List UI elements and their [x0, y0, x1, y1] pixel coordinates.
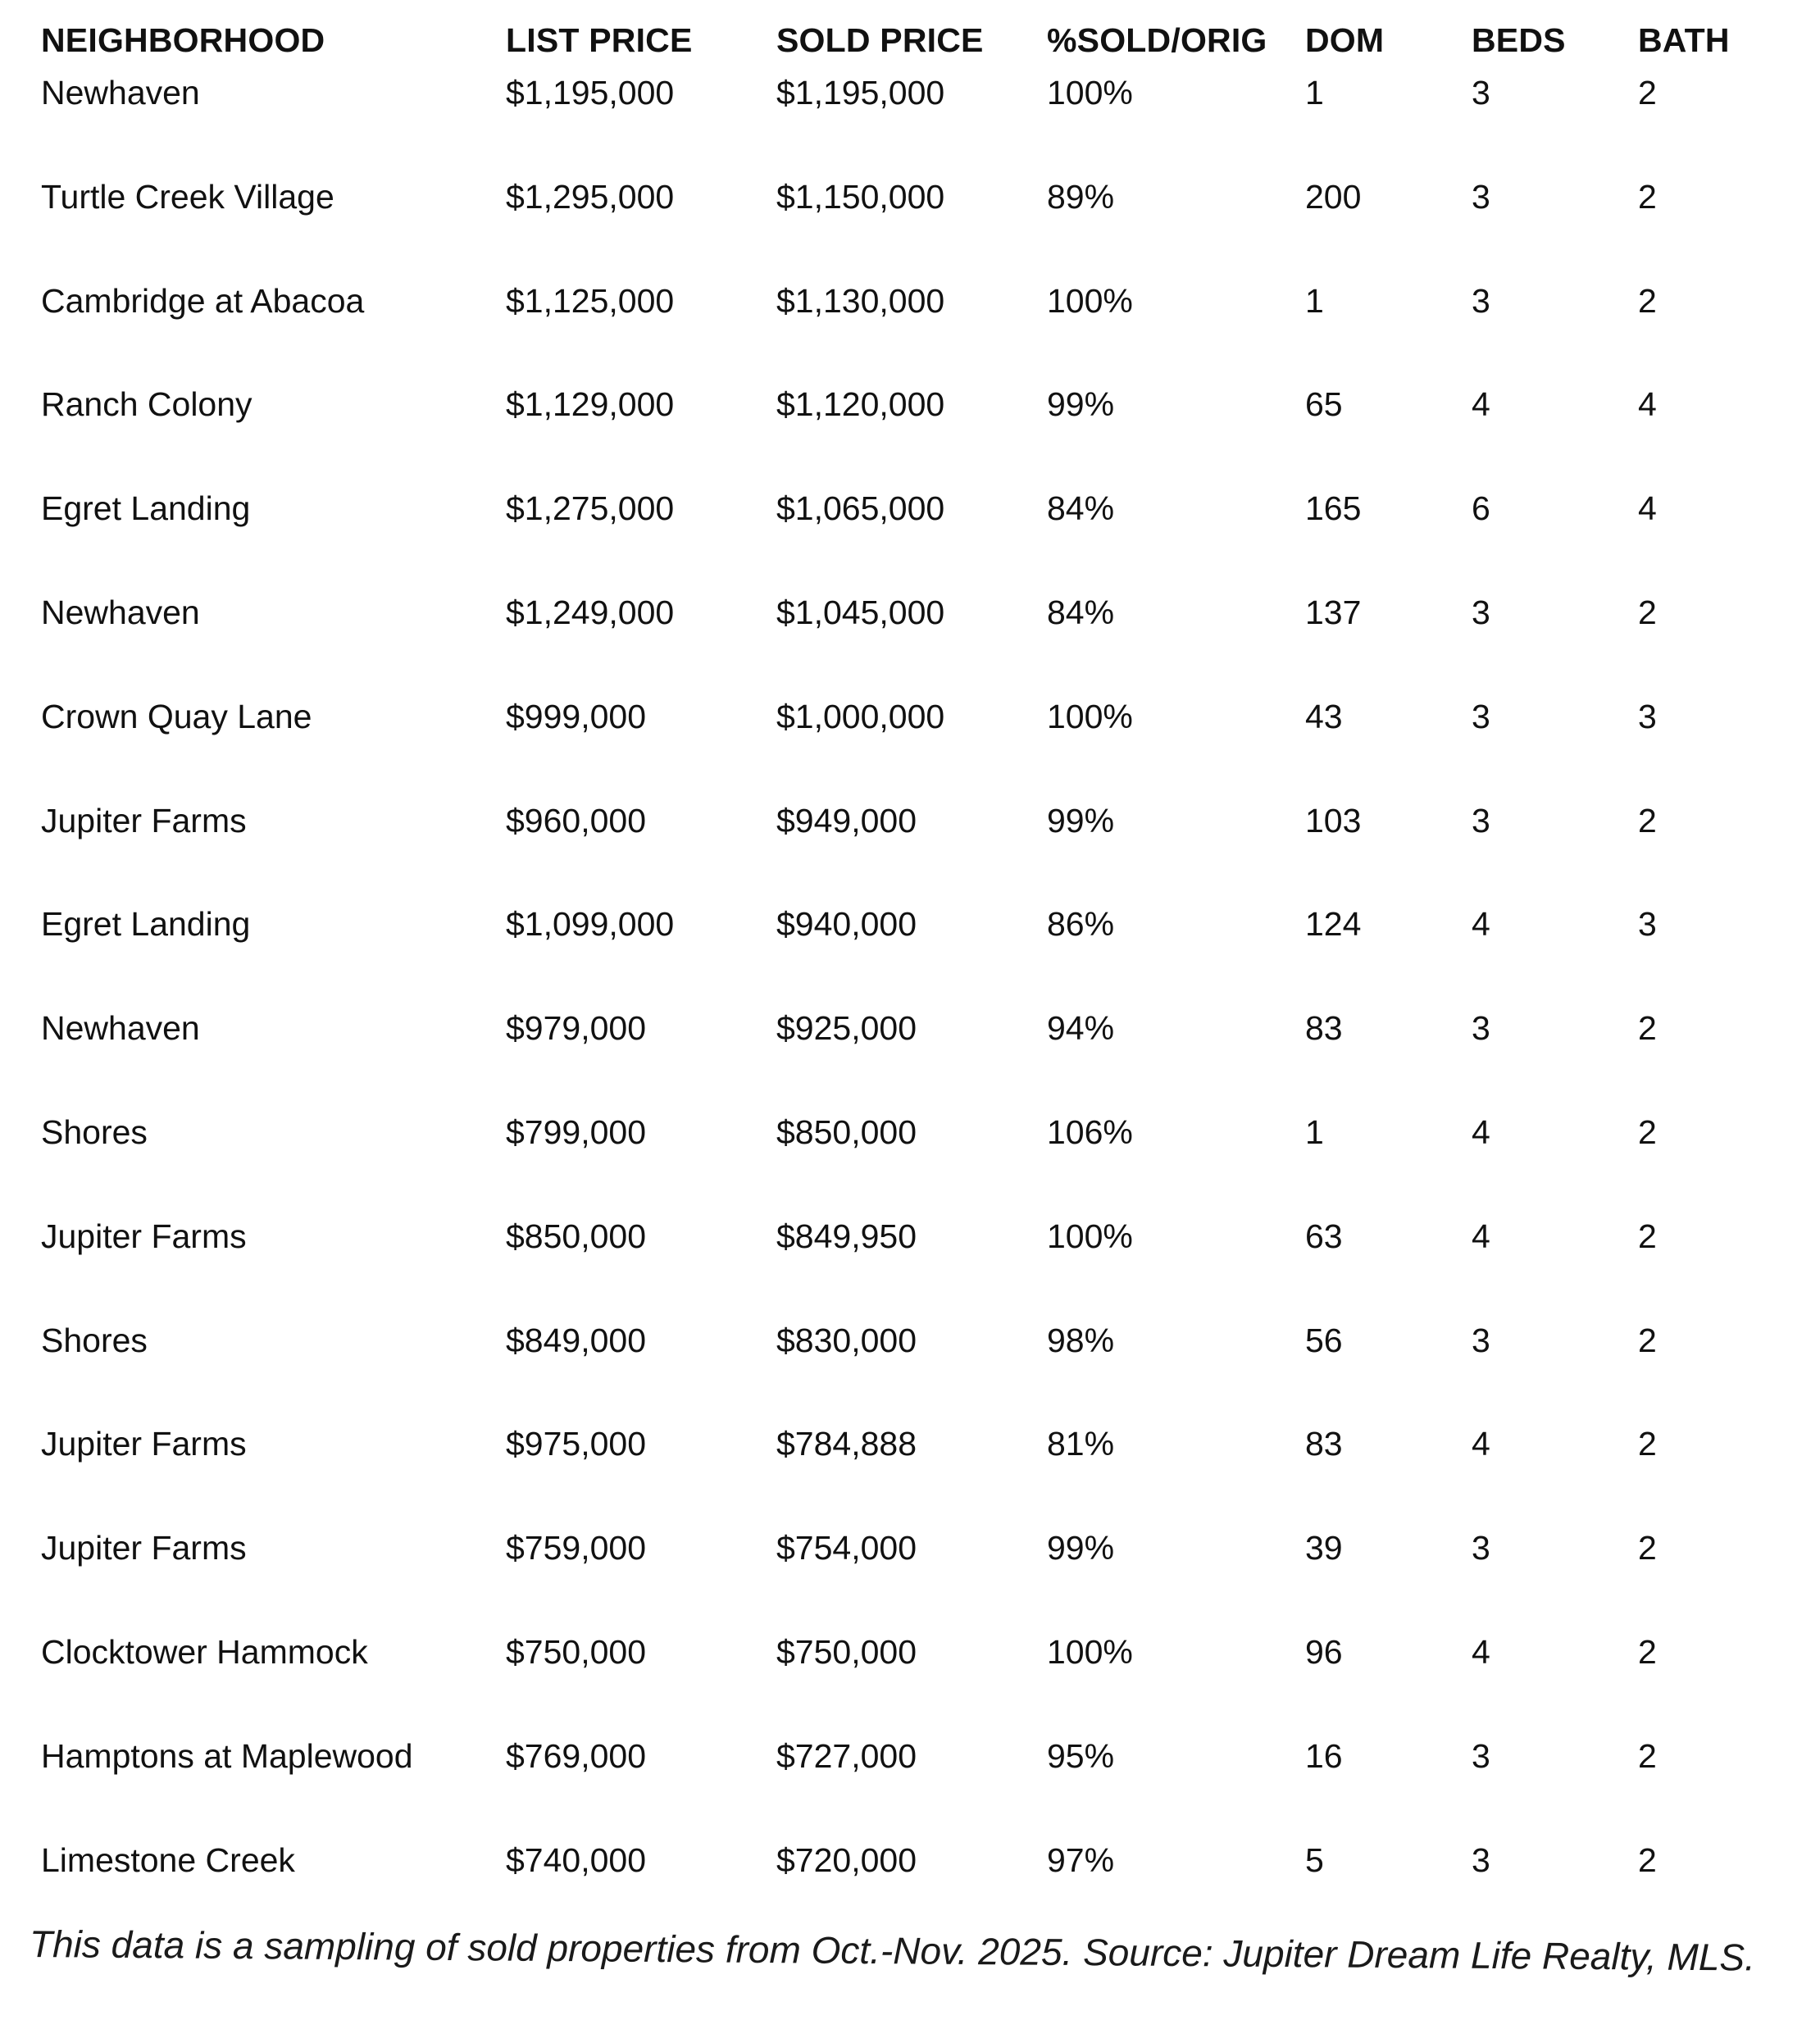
header-sold-price: SOLD PRICE	[776, 21, 984, 59]
cell-list-price: $1,099,000	[506, 905, 675, 944]
cell-pct-sold-orig: 100%	[1047, 1217, 1133, 1255]
cell-sold-price: $1,195,000	[776, 74, 945, 111]
cell-list-price: $849,000	[506, 1321, 647, 1359]
cell-list-price: $1,275,000	[506, 489, 675, 528]
cell-sold-price: $925,000	[776, 1009, 917, 1048]
header-bath: BATH	[1638, 21, 1730, 59]
table-row	[0, 1415, 1820, 1472]
cell-dom: 5	[1305, 1840, 1324, 1879]
cell-sold-price: $1,045,000	[776, 594, 945, 631]
header-dom: DOM	[1305, 21, 1385, 59]
cell-list-price: $1,249,000	[506, 594, 675, 631]
cell-neighborhood: Jupiter Farms	[41, 1425, 247, 1463]
cell-beds: 4	[1472, 905, 1490, 944]
cell-list-price: $1,295,000	[506, 177, 675, 216]
cell-pct-sold-orig: 86%	[1047, 905, 1115, 944]
cell-sold-price: $754,000	[776, 1529, 917, 1567]
cell-dom: 39	[1305, 1529, 1343, 1567]
cell-bath: 2	[1638, 1840, 1657, 1879]
cell-beds: 3	[1472, 1736, 1490, 1775]
cell-beds: 3	[1472, 1840, 1490, 1879]
cell-neighborhood: Turtle Creek Village	[41, 177, 334, 216]
cell-beds: 3	[1472, 594, 1490, 631]
cell-bath: 2	[1638, 1529, 1657, 1567]
cell-sold-price: $784,888	[776, 1425, 917, 1463]
table-row	[0, 168, 1820, 225]
cell-list-price: $979,000	[506, 1009, 647, 1048]
cell-dom: 83	[1305, 1009, 1343, 1048]
cell-bath: 2	[1638, 281, 1657, 320]
cell-beds: 4	[1472, 1633, 1490, 1671]
cell-sold-price: $720,000	[776, 1840, 917, 1879]
cell-pct-sold-orig: 95%	[1047, 1736, 1115, 1775]
cell-bath: 2	[1638, 1633, 1657, 1671]
cell-bath: 2	[1638, 1736, 1657, 1775]
cell-beds: 4	[1472, 385, 1490, 424]
cell-neighborhood: Egret Landing	[41, 905, 251, 944]
cell-neighborhood: Jupiter Farms	[41, 801, 247, 839]
table-row	[0, 1727, 1820, 1785]
cell-neighborhood: Jupiter Farms	[41, 1529, 247, 1567]
cell-pct-sold-orig: 89%	[1047, 177, 1115, 216]
cell-dom: 1	[1305, 74, 1324, 111]
header-pct-sold-orig: %SOLD/ORIG	[1047, 21, 1267, 59]
cell-pct-sold-orig: 100%	[1047, 697, 1133, 735]
cell-neighborhood: Jupiter Farms	[41, 1217, 247, 1255]
cell-pct-sold-orig: 100%	[1047, 74, 1133, 111]
cell-pct-sold-orig: 100%	[1047, 281, 1133, 320]
cell-list-price: $975,000	[506, 1425, 647, 1463]
cell-list-price: $740,000	[506, 1840, 647, 1879]
cell-sold-price: $727,000	[776, 1736, 917, 1775]
cell-beds: 3	[1472, 281, 1490, 320]
table-row	[0, 272, 1820, 330]
cell-list-price: $960,000	[506, 801, 647, 839]
cell-pct-sold-orig: 100%	[1047, 1633, 1133, 1671]
cell-dom: 83	[1305, 1425, 1343, 1463]
cell-dom: 65	[1305, 385, 1343, 424]
source-footnote: This data is a sampling of sold properties from Oct.-Nov. 2025. Source: Jupiter Dream Life Realty, MLS.	[29, 1922, 1756, 1979]
cell-dom: 43	[1305, 697, 1343, 735]
cell-bath: 2	[1638, 177, 1657, 216]
cell-neighborhood: Clocktower Hammock	[41, 1633, 368, 1671]
cell-bath: 2	[1638, 1425, 1657, 1463]
table-row	[0, 999, 1820, 1057]
cell-dom: 63	[1305, 1217, 1343, 1255]
cell-dom: 200	[1305, 177, 1362, 216]
cell-list-price: $769,000	[506, 1736, 647, 1775]
cell-bath: 2	[1638, 801, 1657, 839]
cell-list-price: $999,000	[506, 697, 647, 735]
cell-dom: 1	[1305, 1113, 1324, 1151]
cell-neighborhood: Cambridge at Abacoa	[41, 281, 365, 320]
table-row	[0, 1312, 1820, 1369]
cell-neighborhood: Limestone Creek	[41, 1840, 295, 1879]
cell-bath: 2	[1638, 1217, 1657, 1255]
cell-beds: 6	[1472, 489, 1490, 528]
table-row	[0, 375, 1820, 433]
cell-sold-price: $949,000	[776, 801, 917, 839]
cell-beds: 3	[1472, 177, 1490, 216]
cell-dom: 56	[1305, 1321, 1343, 1359]
cell-bath: 3	[1638, 697, 1657, 735]
cell-bath: 2	[1638, 1113, 1657, 1151]
cell-bath: 2	[1638, 594, 1657, 631]
cell-list-price: $1,129,000	[506, 385, 675, 424]
cell-neighborhood: Hamptons at Maplewood	[41, 1736, 413, 1775]
cell-sold-price: $1,120,000	[776, 385, 945, 424]
cell-dom: 124	[1305, 905, 1362, 944]
cell-beds: 3	[1472, 1009, 1490, 1048]
cell-pct-sold-orig: 84%	[1047, 489, 1115, 528]
cell-list-price: $750,000	[506, 1633, 647, 1671]
cell-list-price: $850,000	[506, 1217, 647, 1255]
cell-sold-price: $1,130,000	[776, 281, 945, 320]
cell-neighborhood: Ranch Colony	[41, 385, 253, 424]
table-row	[0, 1208, 1820, 1265]
cell-list-price: $759,000	[506, 1529, 647, 1567]
cell-pct-sold-orig: 94%	[1047, 1009, 1115, 1048]
header-beds: BEDS	[1472, 21, 1566, 59]
cell-beds: 3	[1472, 1529, 1490, 1567]
cell-bath: 2	[1638, 1321, 1657, 1359]
cell-beds: 4	[1472, 1217, 1490, 1255]
cell-pct-sold-orig: 99%	[1047, 801, 1115, 839]
table-row	[0, 1519, 1820, 1576]
cell-sold-price: $1,065,000	[776, 489, 945, 528]
cell-dom: 165	[1305, 489, 1362, 528]
cell-neighborhood: Crown Quay Lane	[41, 697, 312, 735]
cell-neighborhood: Egret Landing	[41, 489, 251, 528]
header-neighborhood: NEIGHBORHOOD	[41, 21, 325, 59]
cell-sold-price: $1,150,000	[776, 177, 945, 216]
cell-sold-price: $849,950	[776, 1217, 917, 1255]
table-row	[0, 64, 1820, 121]
cell-pct-sold-orig: 99%	[1047, 385, 1115, 424]
cell-pct-sold-orig: 106%	[1047, 1113, 1133, 1151]
table-row	[0, 480, 1820, 537]
cell-neighborhood: Shores	[41, 1113, 148, 1151]
table-row	[0, 1103, 1820, 1161]
table-row	[0, 792, 1820, 849]
cell-dom: 96	[1305, 1633, 1343, 1671]
cell-bath: 3	[1638, 905, 1657, 944]
header-list-price: LIST PRICE	[506, 21, 693, 59]
cell-dom: 1	[1305, 281, 1324, 320]
cell-bath: 2	[1638, 74, 1657, 111]
cell-list-price: $799,000	[506, 1113, 647, 1151]
cell-sold-price: $850,000	[776, 1113, 917, 1151]
cell-neighborhood: Shores	[41, 1321, 148, 1359]
cell-bath: 4	[1638, 385, 1657, 424]
table-header-row	[0, 11, 1820, 69]
cell-pct-sold-orig: 98%	[1047, 1321, 1115, 1359]
cell-sold-price: $940,000	[776, 905, 917, 944]
cell-neighborhood: Newhaven	[41, 1009, 200, 1048]
table-row	[0, 688, 1820, 745]
table-row	[0, 1623, 1820, 1681]
cell-pct-sold-orig: 84%	[1047, 594, 1115, 631]
cell-pct-sold-orig: 99%	[1047, 1529, 1115, 1567]
cell-neighborhood: Newhaven	[41, 594, 200, 631]
cell-dom: 137	[1305, 594, 1362, 631]
cell-pct-sold-orig: 81%	[1047, 1425, 1115, 1463]
cell-sold-price: $750,000	[776, 1633, 917, 1671]
cell-dom: 103	[1305, 801, 1362, 839]
table-row	[0, 895, 1820, 953]
cell-beds: 3	[1472, 801, 1490, 839]
cell-beds: 3	[1472, 1321, 1490, 1359]
cell-list-price: $1,195,000	[506, 74, 675, 111]
cell-sold-price: $1,000,000	[776, 697, 945, 735]
table-row	[0, 1831, 1820, 1889]
cell-beds: 3	[1472, 697, 1490, 735]
cell-bath: 4	[1638, 489, 1657, 528]
cell-bath: 2	[1638, 1009, 1657, 1048]
cell-neighborhood: Newhaven	[41, 74, 200, 111]
cell-sold-price: $830,000	[776, 1321, 917, 1359]
cell-pct-sold-orig: 97%	[1047, 1840, 1115, 1879]
cell-beds: 4	[1472, 1425, 1490, 1463]
cell-beds: 3	[1472, 74, 1490, 111]
cell-beds: 4	[1472, 1113, 1490, 1151]
cell-dom: 16	[1305, 1736, 1343, 1775]
cell-list-price: $1,125,000	[506, 281, 675, 320]
table-row	[0, 584, 1820, 641]
